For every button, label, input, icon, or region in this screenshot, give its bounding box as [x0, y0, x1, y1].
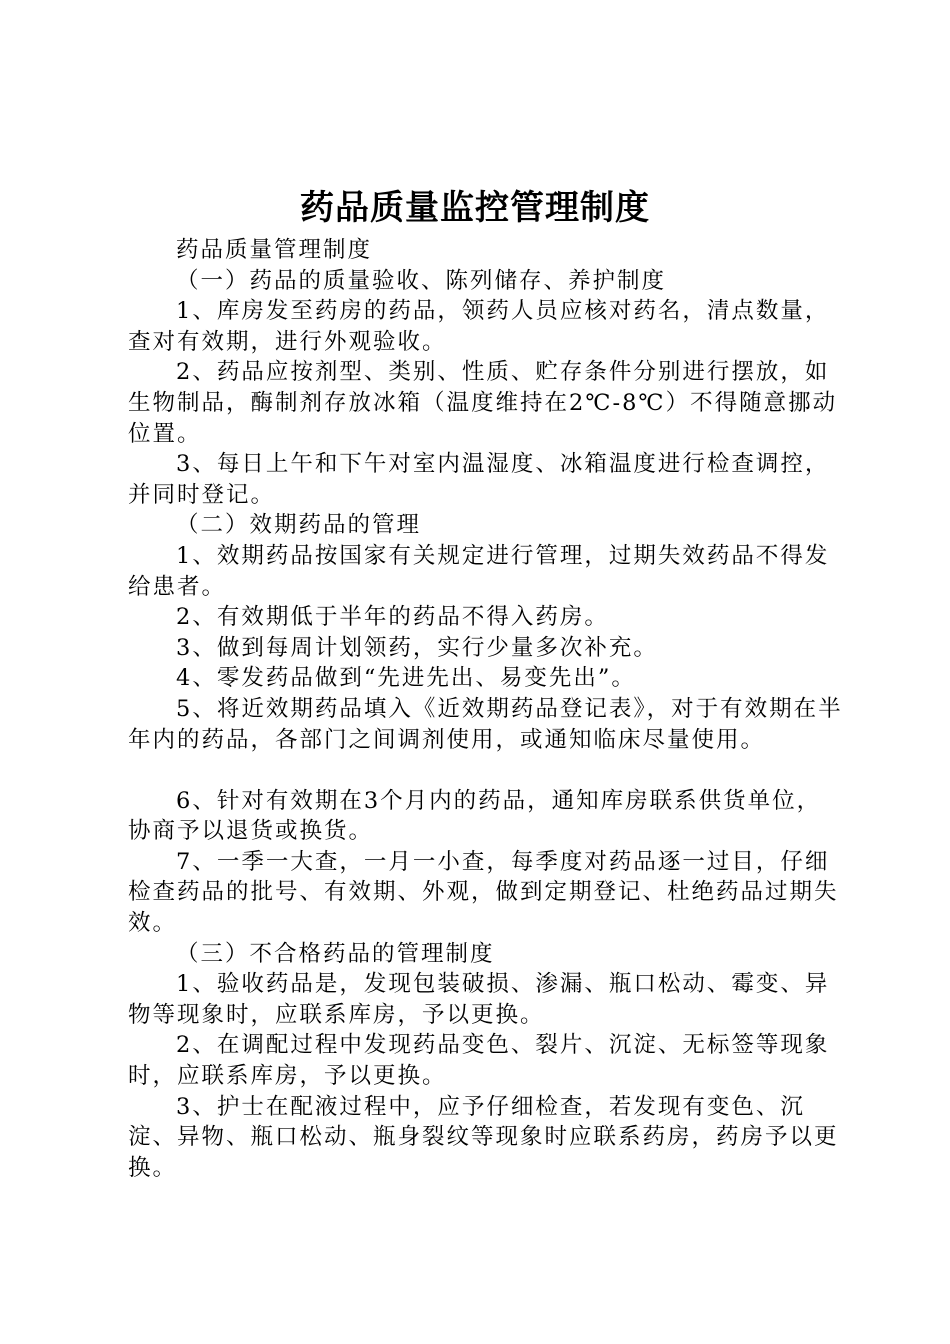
paragraph: 2、在调配过程中发现药品变色、裂片、沉淀、无标签等现象时，应联系库房，予以更换。 — [128, 1032, 830, 1090]
paragraph: 3、做到每周计划领药，实行少量多次补充。 — [176, 634, 658, 661]
paragraph: 4、零发药品做到“先进先出、易变先出”。 — [176, 665, 636, 692]
paragraph: 1、效期药品按国家有关规定进行管理，过期失效药品不得发给患者。 — [128, 542, 830, 600]
paragraph: 1、验收药品是，发现包装破损、渗漏、瓶口松动、霉变、异物等现象时，应联系库房，予以更换。 — [128, 971, 830, 1028]
paragraph: 1、库房发至药房的药品，领药人员应核对药名，清点数量，查对有效期，进行外观验收。 — [128, 298, 830, 355]
paragraph: 6、针对有效期在3个月内的药品，通知库房联系供货单位，协商予以退货或换货。 — [128, 787, 822, 845]
paragraph: 3、护士在配液过程中，应予仔细检查，若发现有变色、沉淀、异物、瓶口松动、瓶身裂纹等现象时应联系药房，药房予以更换。 — [128, 1093, 839, 1181]
document-title: 药品质量监控管理制度 — [300, 188, 650, 228]
paragraph: 2、有效期低于半年的药品不得入药房。 — [176, 604, 609, 631]
document-body — [128, 235, 843, 1183]
subsection-heading: （三）不合格药品的管理制度 — [176, 940, 495, 967]
subsection-heading: （二）效期药品的管理 — [176, 512, 422, 539]
paragraph: 2、药品应按剂型、类别、性质、贮存条件分别进行摆放，如生物制品，酶制剂存放冰箱（温度维持在2℃-8℃）不得随意挪动位置。 — [128, 359, 838, 447]
subsection-heading: （一）药品的质量验收、陈列储存、养护制度 — [176, 267, 667, 294]
blank-line — [128, 755, 843, 786]
paragraph: 7、一季一大查，一月一小查，每季度对药品逐一过目，仔细检查药品的批号、有效期、外观，做到定期登记、杜绝药品过期失效。 — [128, 848, 839, 937]
paragraph: 5、将近效期药品填入《近效期药品登记表》，对于有效期在半年内的药品，各部门之间调剂使用，或通知临床尽量使用。 — [128, 695, 843, 753]
paragraph: 3、每日上午和下午对室内温湿度、冰箱温度进行检查调控，并同时登记。 — [128, 451, 830, 508]
section-heading: 药品质量管理制度 — [176, 237, 373, 263]
